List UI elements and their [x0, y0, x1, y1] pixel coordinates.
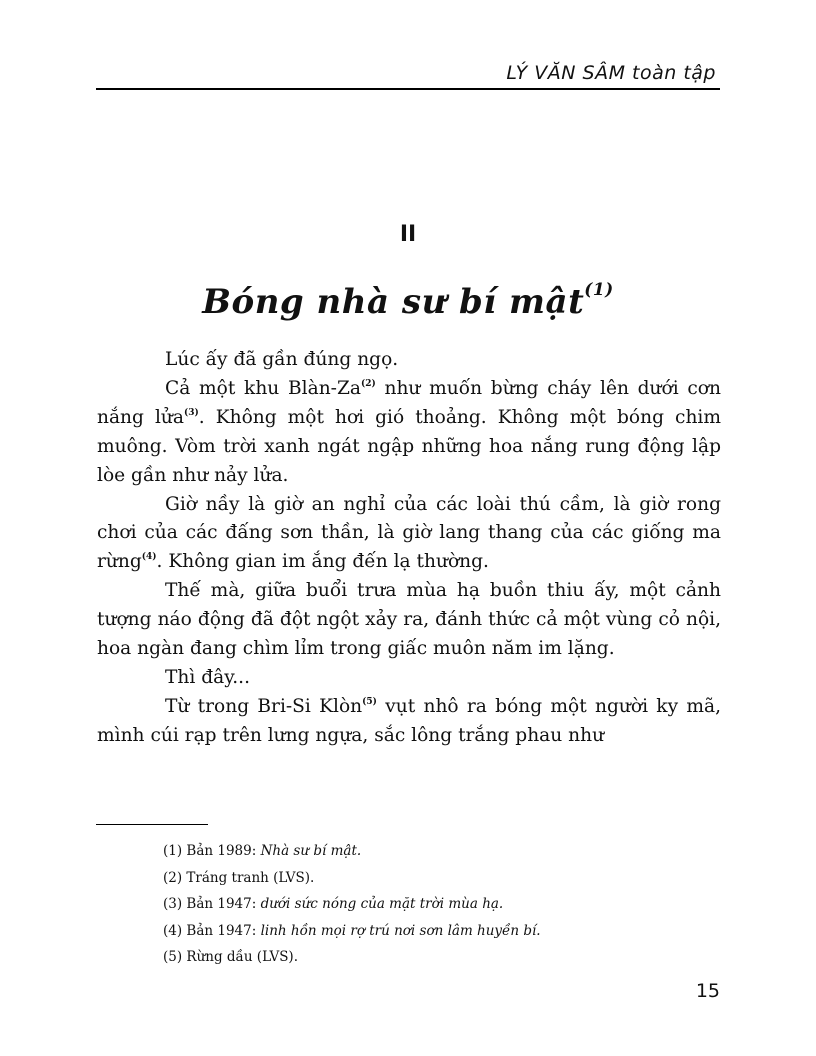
chapter-title-footnote-ref: (1) [584, 280, 614, 300]
footnote-reference: (2) [360, 378, 376, 389]
running-header-title: LÝ VĂN SÂM toàn tập [506, 62, 716, 84]
footnote-marker: (4) [163, 922, 183, 939]
running-header [96, 62, 720, 90]
chapter-number: II [399, 222, 417, 247]
footnote-text: Bản 1989: [186, 843, 261, 859]
paragraph-text: vụt nhô ra bóng một người ky mã, mình cúi rạp trên lưng ngựa, sắc lông trắng phau như [97, 695, 721, 746]
footnote-reference: (4) [141, 552, 157, 563]
body-text [97, 346, 721, 751]
footnote-variant-note: dưới sức nóng của mặt trời mùa hạ. [260, 896, 504, 912]
chapter-title-text: Bóng nhà sư bí mật [202, 282, 585, 322]
footnote-text: Bản 1947: [186, 922, 261, 939]
paragraph-text: Giờ nầy là giờ an nghỉ của các loài thú cầm, là giờ rong chơi của các đấng sơn thần, là giờ lang thang của các giống ma rừng [97, 493, 721, 573]
footnote-marker: (5) [163, 949, 183, 965]
paragraph [97, 346, 721, 375]
footnote-variant-note: Nhà sư bí mật. [260, 843, 362, 859]
paragraph-text: như muốn bừng cháy lên dưới cơn nắng lửa [97, 377, 721, 428]
paragraph [97, 375, 721, 491]
footnote-text: Bản 1947: [186, 896, 261, 912]
footnote-marker: (2) [163, 869, 183, 886]
paragraph-text: Lúc ấy đã gần đúng ngọ. [165, 349, 399, 370]
footnote [163, 918, 703, 945]
chapter-title [0, 282, 816, 322]
footnote-text: Rừng dầu (LVS). [186, 949, 298, 965]
footnote-variant-note: linh hồn mọi rợ trú nơi sơn lâm huyền bí. [260, 922, 541, 939]
paragraph-text: Thế mà, giữa buổi trưa mùa hạ buồn thiu ấy, một cảnh tượng náo động đã đột ngột xảy ra, đánh thức cả một vùng cỏ nội, hoa ngàn đang chìm lỉm trong giấc muôn năm im lặng. [97, 580, 721, 660]
footnote [163, 891, 703, 918]
paragraph [97, 664, 721, 693]
paragraph-text: . Không gian im ắng đến lạ thường. [156, 551, 489, 573]
paragraph-text: Cả một khu Blàn-Za [165, 377, 361, 399]
footnote-marker: (1) [163, 843, 183, 859]
footnote-reference: (3) [183, 407, 199, 418]
footnote-marker: (3) [163, 896, 183, 912]
footnote [163, 865, 703, 892]
footnote-reference: (5) [362, 696, 377, 707]
footnote-separator [96, 824, 208, 825]
footnote-text: Tráng tranh (LVS). [186, 869, 315, 886]
paragraph [97, 577, 721, 664]
footnote [163, 944, 703, 971]
page-number: 15 [695, 980, 720, 1002]
paragraph [97, 693, 721, 751]
footnote [163, 838, 703, 865]
footnotes [163, 838, 703, 971]
paragraph [97, 491, 721, 578]
paragraph-text: . Không một hơi gió thoảng. Không một bóng chim muông. Vòm trời xanh ngát ngập những hoa nắng rung động lập lòe gần như nảy lửa. [97, 406, 721, 486]
paragraph-text: Từ trong Bri-Si Klòn [165, 695, 363, 717]
paragraph-text: Thì đây... [165, 666, 250, 688]
